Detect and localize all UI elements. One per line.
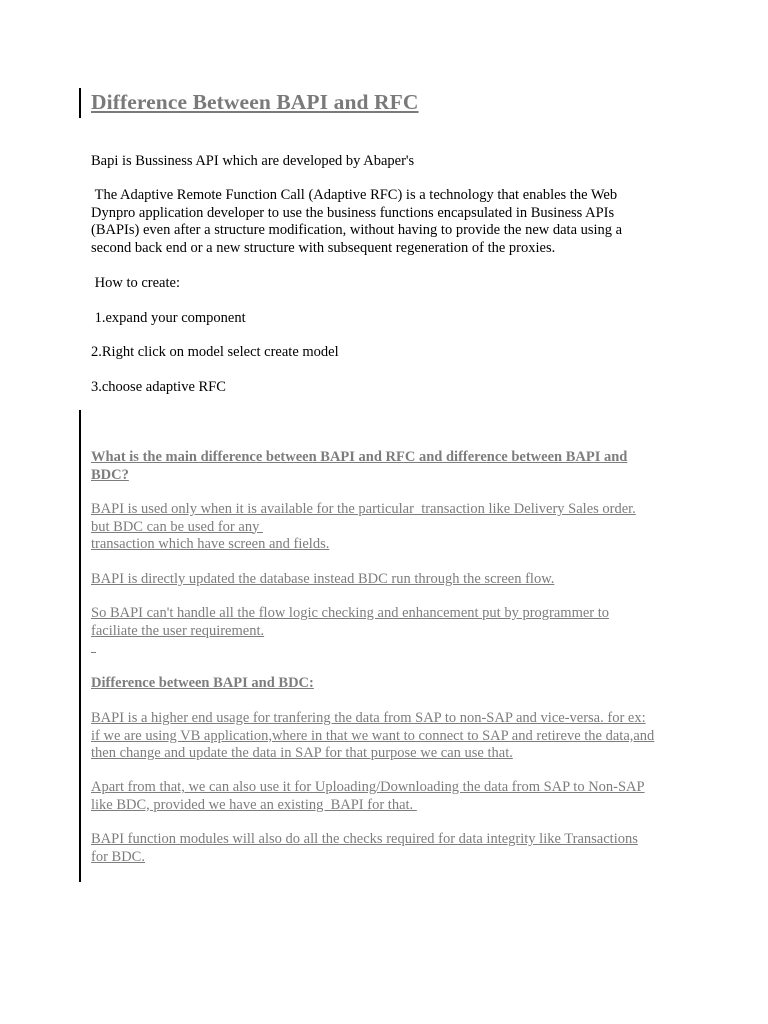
intro-paragraph-2: The Adaptive Remote Function Call (Adaptive RFC) is a technology that enables the Web Dynpro application developer to use the business functions encapsulated in Business APIs (BAPIs) even after a structure modification, without having to provide the new data using a second back end or a new structure with subsequent regeneration of the proxies. [91,187,623,256]
section2-paragraph-2: Apart from that, we can also use it for Uploading/Downloading the data from SAP to Non-SAP like BDC, provided we have an existing BAPI for that. [91,779,645,813]
intro-paragraph-1: Bapi is Bussiness API which are developed by Abaper's [91,153,415,169]
margin-change-bar-bottom [79,410,81,882]
step-3: 3.choose adaptive RFC [91,379,226,395]
margin-change-bar-top [79,88,81,118]
section1-paragraph-3: So BAPI can't handle all the flow logic checking and enhancement put by programmer to faciliate the user requirement. [91,605,610,639]
separator-dash [91,652,96,653]
section1-paragraph-2: BAPI is directly updated the database instead BDC run through the screen flow. [91,571,555,587]
step-2: 2.Right click on model select create model [91,344,339,360]
section2-paragraph-3: BAPI function modules will also do all the checks required for data integrity like Transactions for BDC. [91,831,638,865]
section2-paragraph-1: BAPI is a higher end usage for tranfering the data from SAP to non-SAP and vice-versa. for ex: if we are using VB application,where in that we want to connect to SAP and retireve the data,and then change and update the data in SAP for that purpose we can use that. [91,710,655,762]
section1-heading: What is the main difference between BAPI and RFC and difference between BAPI and BDC? [91,449,628,483]
section1-paragraph-1: BAPI is used only when it is available for the particular transaction like Delivery Sales order. but BDC can be used for any transaction which have screen and fields. [91,501,636,553]
page-title: Difference Between BAPI and RFC [91,90,419,114]
intro-paragraph-3: How to create: [91,275,180,291]
step-1: 1.expand your component [91,310,246,326]
section2-heading: Difference between BAPI and BDC: [91,675,314,691]
